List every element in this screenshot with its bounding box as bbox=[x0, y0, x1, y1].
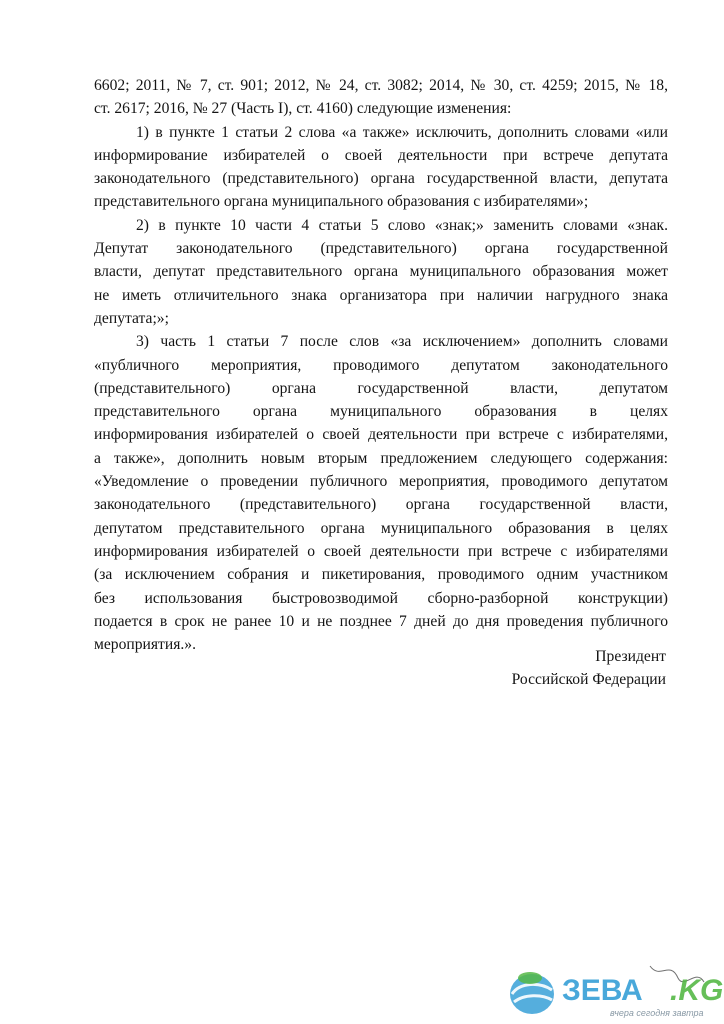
text-line: власти, депутат представительного органа муниципального образования может bbox=[94, 263, 668, 281]
signature-title: Президент bbox=[595, 648, 666, 665]
text-line: (представительного) органа государственной власти, депутатом bbox=[94, 379, 668, 397]
text-line: информирования избирателей о своей деятельности при встрече с избирателями, bbox=[94, 426, 668, 444]
watermark-logo bbox=[500, 960, 724, 1024]
text-line: ст. 2617; 2016, № 27 (Часть I), ст. 4160) следующие изменения: bbox=[94, 100, 512, 118]
text-line: 6602; 2011, № 7, ст. 901; 2012, № 24, ст. 3082; 2014, № 30, ст. 4259; 2015, № 18, bbox=[94, 77, 668, 94]
text-line: 2) в пункте 10 части 4 статьи 5 слово «знак;» заменить словами «знак. bbox=[136, 216, 668, 234]
watermark-slogan: вчера сегодня завтра bbox=[610, 1008, 704, 1018]
text-line: представительного органа муниципального образования в целях bbox=[94, 403, 668, 421]
text-line: подается в срок не ранее 10 и не позднее 7 дней до дня проведения публичного bbox=[94, 612, 668, 630]
text-line: 3) часть 1 статьи 7 после слов «за исключением» дополнить словами bbox=[136, 333, 668, 351]
text-line: информирование избирателей о своей деятельности при встрече депутата bbox=[94, 146, 668, 164]
text-line: депутата;»; bbox=[94, 309, 169, 327]
text-line: законодательного (представительного) органа государственной власти, bbox=[94, 496, 668, 514]
signature-block bbox=[512, 645, 666, 691]
text-line: представительного органа муниципального образования с избирателями»; bbox=[94, 193, 589, 211]
document-body bbox=[94, 74, 668, 656]
text-line: а также», дополнить новым вторым предложением следующего содержания: bbox=[94, 449, 668, 467]
text-line: (за исключением собрания и пикетирования, проводимого одним участником bbox=[94, 566, 668, 584]
text-line: депутатом представительного органа муниципального образования в целях bbox=[94, 519, 668, 537]
text-line: информирования избирателей о своей деятельности при встрече с избирателями bbox=[94, 542, 668, 560]
watermark-tld: .KG bbox=[670, 974, 724, 1007]
text-line: 1) в пункте 1 статьи 2 слова «а также» исключить, дополнить словами «или bbox=[136, 123, 668, 141]
text-line: не иметь отличительного знака организатора при наличии нагрудного знака bbox=[94, 286, 668, 304]
text-line: Депутат законодательного (представительного) органа государственной bbox=[94, 240, 668, 258]
text-line: мероприятия.». bbox=[94, 636, 196, 654]
text-line: «публичного мероприятия, проводимого депутатом законодательного bbox=[94, 356, 668, 374]
signature-subtitle: Российской Федерации bbox=[511, 671, 666, 688]
watermark-word: ЗЕВА bbox=[562, 974, 643, 1007]
text-line: без использования быстровозводимой сборно-разборной конструкции) bbox=[94, 589, 668, 607]
text-line: «Уведомление о проведении публичного мероприятия, проводимого депутатом bbox=[94, 473, 668, 491]
text-line: законодательного (представительного) органа государственной власти, депутата bbox=[94, 170, 668, 188]
